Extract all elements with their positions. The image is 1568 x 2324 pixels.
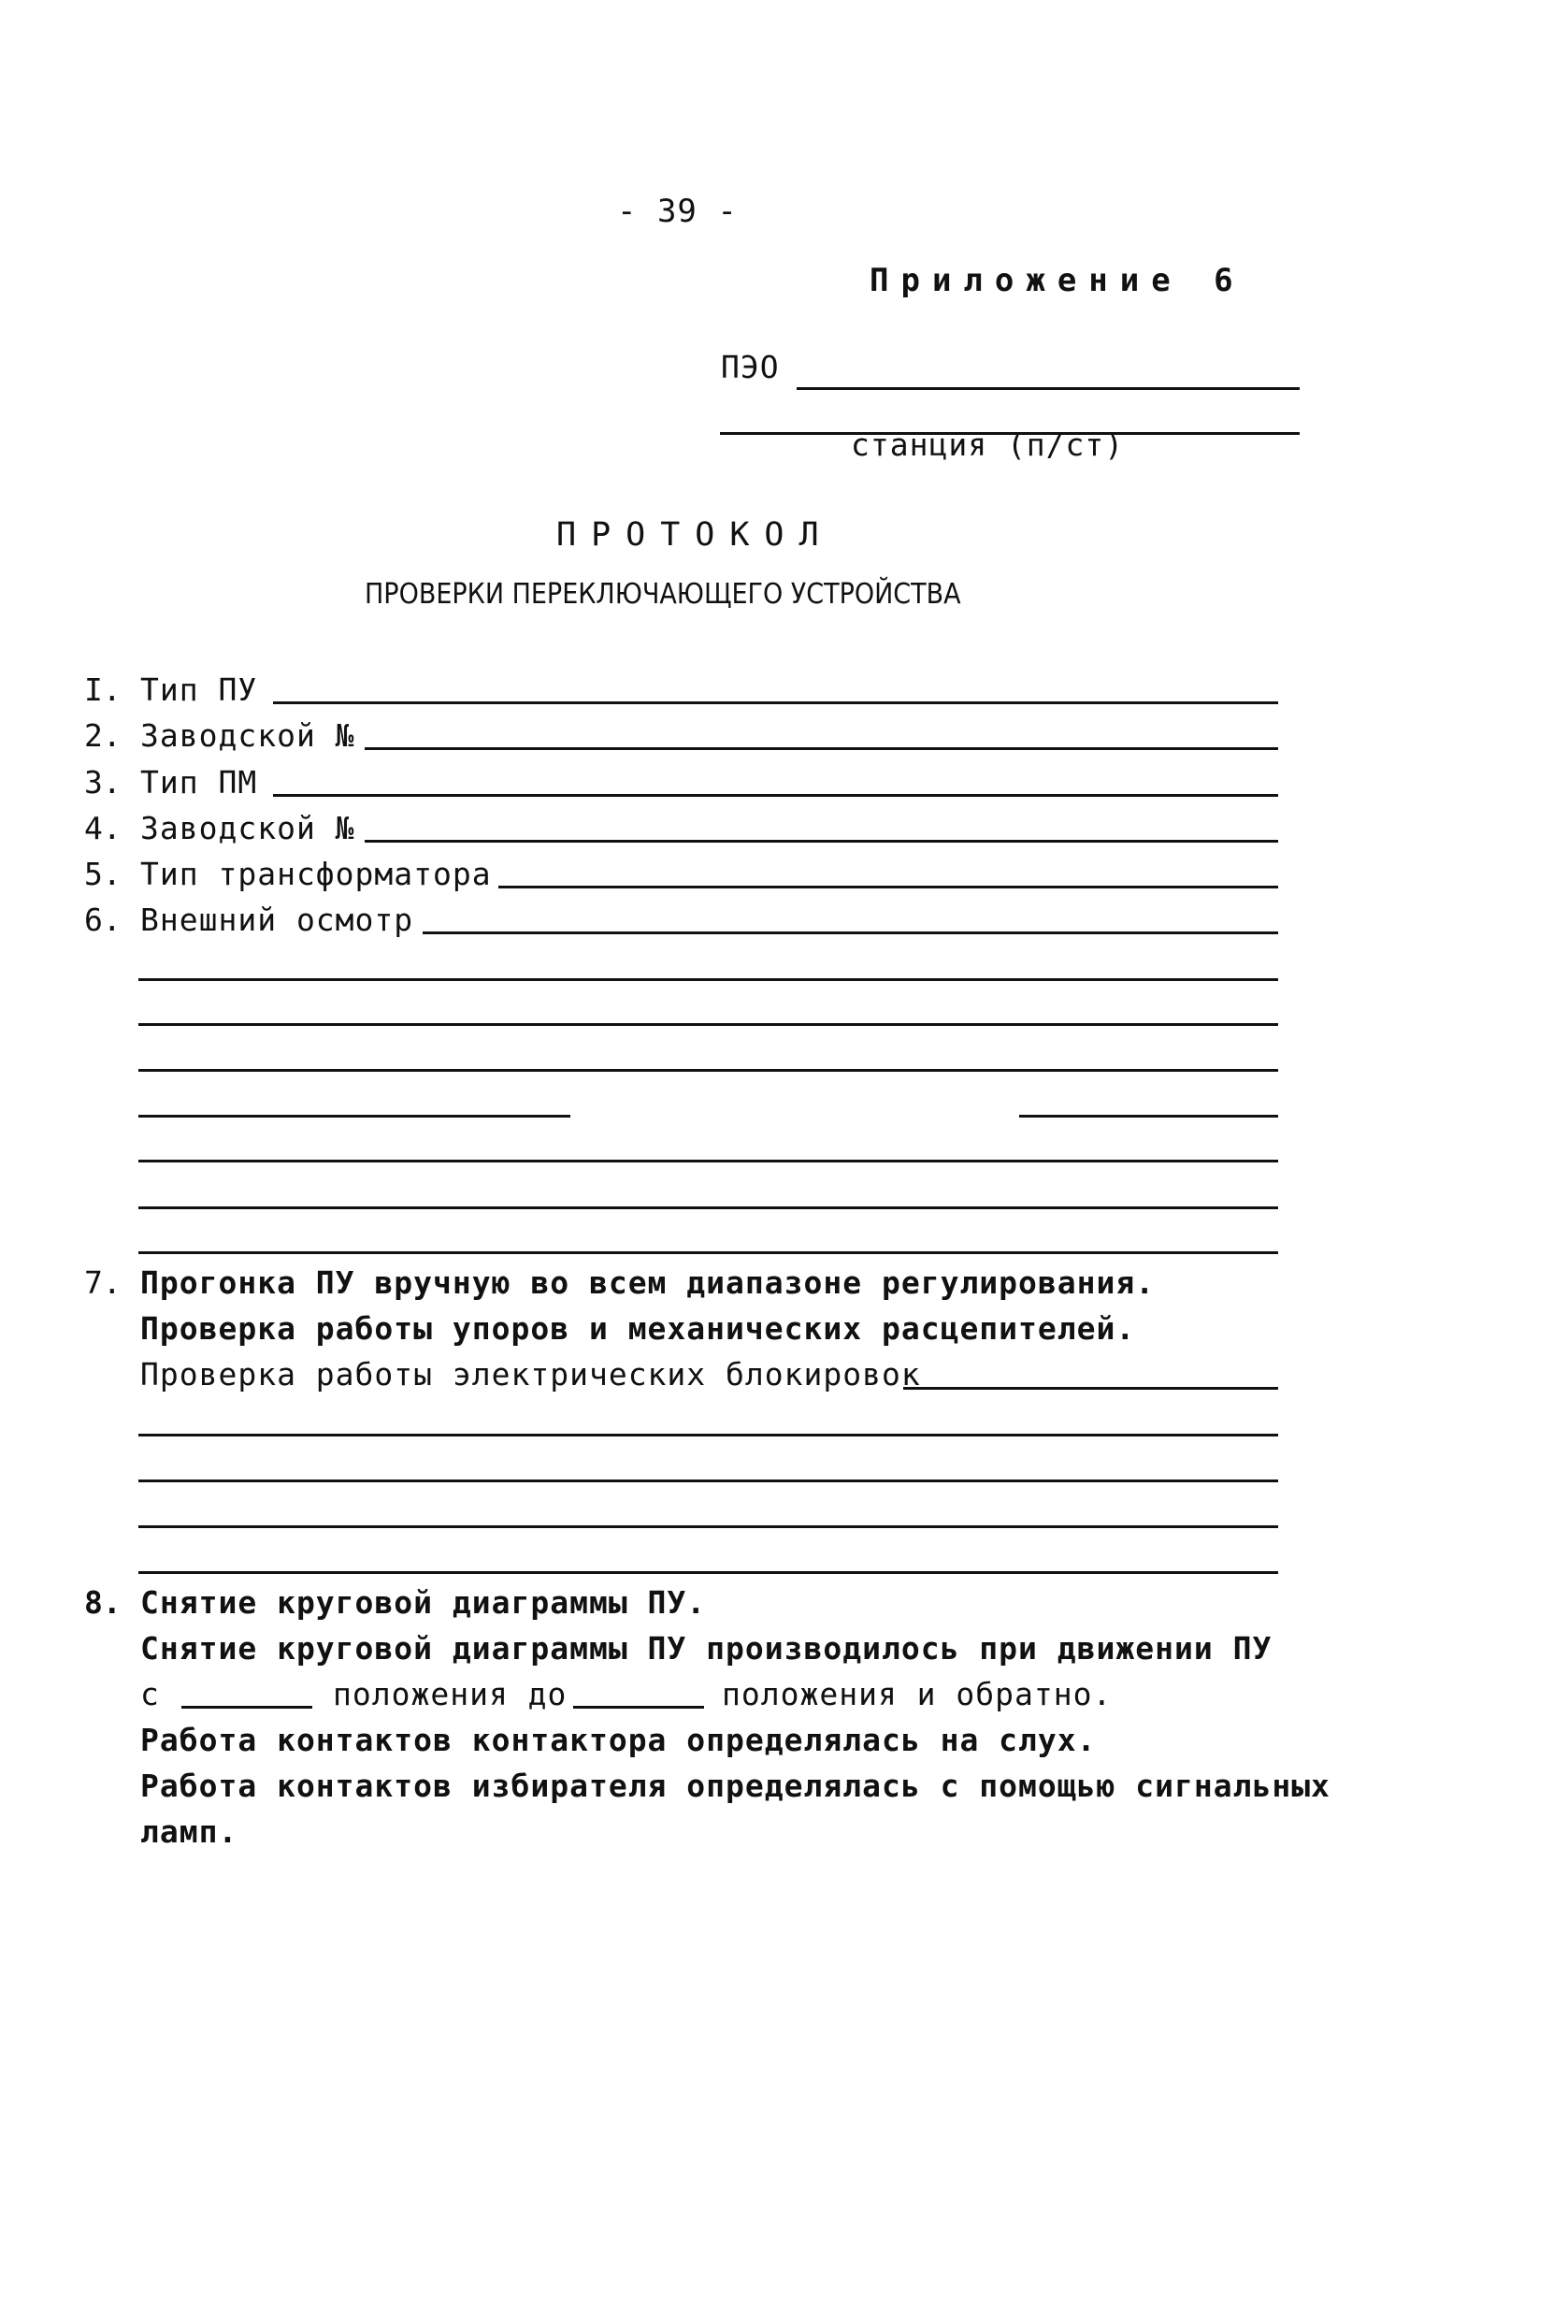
- item-number: 6.: [84, 902, 122, 938]
- section-7-number: 7.: [84, 1264, 122, 1301]
- section-8-line-1: Снятие круговой диаграммы ПУ.: [140, 1584, 707, 1621]
- protocol-title: ПРОТОКОЛ: [556, 516, 834, 554]
- peo-label: ПЭО: [721, 349, 780, 385]
- interlocks-line[interactable]: [138, 1434, 1278, 1436]
- station-label: станция (п/ст): [851, 426, 1125, 463]
- peo-field-line[interactable]: [797, 387, 1300, 390]
- inspection-line[interactable]: [138, 1251, 1278, 1254]
- item-number: 2.: [84, 717, 122, 754]
- section-8-line-3a: с: [140, 1676, 160, 1712]
- interlocks-line[interactable]: [138, 1480, 1278, 1482]
- section-8-line-3b: положения до: [333, 1676, 568, 1712]
- interlocks-line[interactable]: [138, 1571, 1278, 1574]
- section-8-number: 8.: [84, 1584, 122, 1621]
- field-line-transformer-type[interactable]: [498, 886, 1278, 888]
- field-line-serial-number-2[interactable]: [365, 840, 1278, 843]
- field-line-serial-number[interactable]: [365, 747, 1278, 750]
- section-8-line-5: Работа контактов избирателя определялась с помощью сигнальных: [140, 1768, 1331, 1804]
- section-8-line-6: ламп.: [140, 1813, 238, 1850]
- item-number: 3.: [84, 764, 122, 801]
- item-label-serial-number: Заводской №: [140, 717, 355, 754]
- field-line-external-inspection[interactable]: [423, 931, 1278, 934]
- section-8-line-4: Работа контактов контактора определялась на слух.: [140, 1722, 1097, 1758]
- field-line-interlocks[interactable]: [903, 1387, 1278, 1390]
- item-label-external-inspection: Внешний осмотр: [140, 902, 414, 938]
- field-line-pu-type[interactable]: [273, 701, 1278, 704]
- protocol-subtitle: ПРОВЕРКИ ПЕРЕКЛЮЧАЮЩЕГО УСТРОЙСТВА: [365, 578, 961, 611]
- item-number: 5.: [84, 856, 122, 892]
- appendix-label: Приложение 6: [870, 262, 1245, 299]
- page-number: - 39 -: [617, 193, 738, 230]
- item-label-pm-type: Тип ПМ: [140, 764, 258, 801]
- field-line-pm-type[interactable]: [273, 794, 1278, 797]
- item-label-serial-number-2: Заводской №: [140, 810, 355, 846]
- inspection-line[interactable]: [138, 1160, 1278, 1162]
- section-7-line-1: Прогонка ПУ вручную во всем диапазоне регулирования.: [140, 1264, 1156, 1301]
- interlocks-line[interactable]: [138, 1525, 1278, 1528]
- item-number: I.: [84, 671, 122, 708]
- item-label-transformer-type: Тип трансформатора: [140, 856, 492, 892]
- inspection-line[interactable]: [138, 1023, 1278, 1026]
- section-7-line-2: Проверка работы упоров и механических расцепителей.: [140, 1310, 1136, 1347]
- inspection-line[interactable]: [138, 1069, 1278, 1072]
- field-line-from-position[interactable]: [181, 1706, 312, 1709]
- inspection-line[interactable]: [138, 1115, 570, 1118]
- section-7-line-3: Проверка работы электрических блокировок: [140, 1356, 921, 1393]
- inspection-line[interactable]: [1019, 1115, 1278, 1118]
- section-8-line-3c: положения и обратно.: [722, 1676, 1113, 1712]
- item-number: 4.: [84, 810, 122, 846]
- section-8-line-2: Снятие круговой диаграммы ПУ производилось при движении ПУ: [140, 1630, 1273, 1667]
- inspection-line[interactable]: [138, 1206, 1278, 1209]
- inspection-line[interactable]: [138, 978, 1278, 981]
- field-line-to-position[interactable]: [573, 1706, 704, 1709]
- item-label-pu-type: Тип ПУ: [140, 671, 258, 708]
